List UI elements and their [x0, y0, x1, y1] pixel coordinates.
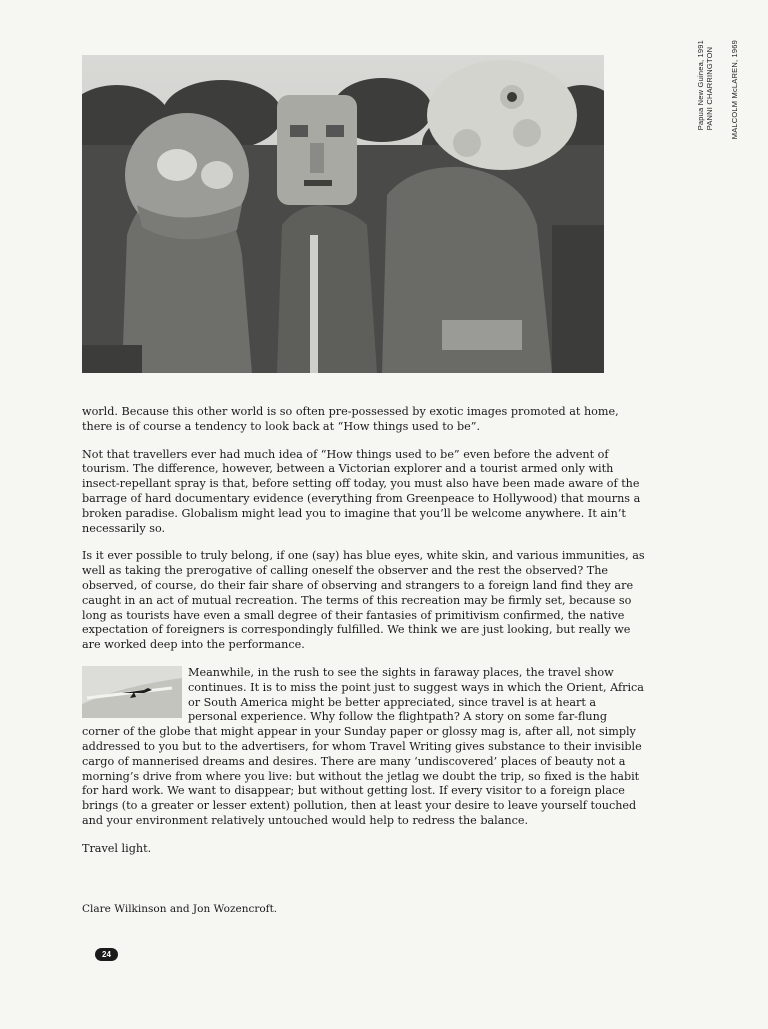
paragraph: Meanwhile, in the rush to see the sights in faraway places, the travel show continues. It is to miss the point just to suggest ways in which the Orient, Africa or South America might be better appreciated, since travel is at heart a personal experience. Why follow the flightpath? A story on some far-flung corner of the globe that might appear in your Sunday paper or glossy mag is, after all, not simply addressed to you but to the advertisers, for whom Travel Writing gives substance to their invisible cargo of mannerised dreams and desires. There are many ‘undiscovered’ places of beauty not a morning’s drive from where you live: but without the jetlag we doubt the trip, so fixed is the habit for hard work. We want to disappear; but without getting lost. If every visitor to a foreign place brings (to a greater or lesser extent) pollution, then at least your desire to leave yourself touched and your environment relatively untouched would help to redress the balance.: [82, 665, 644, 827]
photo-caption: [696, 40, 714, 130]
paragraph: Not that travellers ever had much idea of “How things used to be” even before the advent of tourism. The difference, however, between a Victorian explorer and a tourist armed only with insect-repellant spray is that, before setting off today, you must also have been made aware of the barrage of hard documentary evidence (everything from Greenpeace to Hollywood) that mourns a broken paradise. Globalism might lead you to imagine that you’ll be welcome anywhere. It ain’t necessarily so.: [82, 447, 641, 535]
page-number: 24: [95, 948, 118, 961]
side-caption: [730, 40, 739, 139]
paragraph: Is it ever possible to truly belong, if one (say) has blue eyes, white skin, and various immunities, as well as taking the prerogative of calling oneself the observer and the rest the observed? The observed, of course, do their fair share of observing and strangers to a foreign land find they are caught in an act of mutual recreation. The terms of this recreation may be firmly set, because so long as tourists have even a small degree of their fantasies of primitivism confirmed, the native expectation of foreigners is correspondingly fulfilled. We think we are just looking, but really we are worked deep into the performance.: [82, 549, 645, 652]
article-body: [82, 405, 648, 870]
caption-artist: MALCOLM McLAREN, 1969: [730, 40, 739, 140]
author-credit: Clare Wilkinson and Jon Wozencroft.: [82, 903, 278, 915]
masked-figures-photo: [82, 55, 604, 373]
paragraph: Travel light.: [82, 841, 152, 855]
caption-location: Papua New Guinea, 1991: [696, 40, 705, 131]
paragraph: world. Because this other world is so often pre-possessed by exotic images promoted at home, there is of course a tendency to look back at “How things used to be”.: [82, 405, 619, 433]
airplane-thumbnail: [82, 666, 182, 718]
caption-credit: PANNI CHARRINGTON: [705, 46, 714, 131]
